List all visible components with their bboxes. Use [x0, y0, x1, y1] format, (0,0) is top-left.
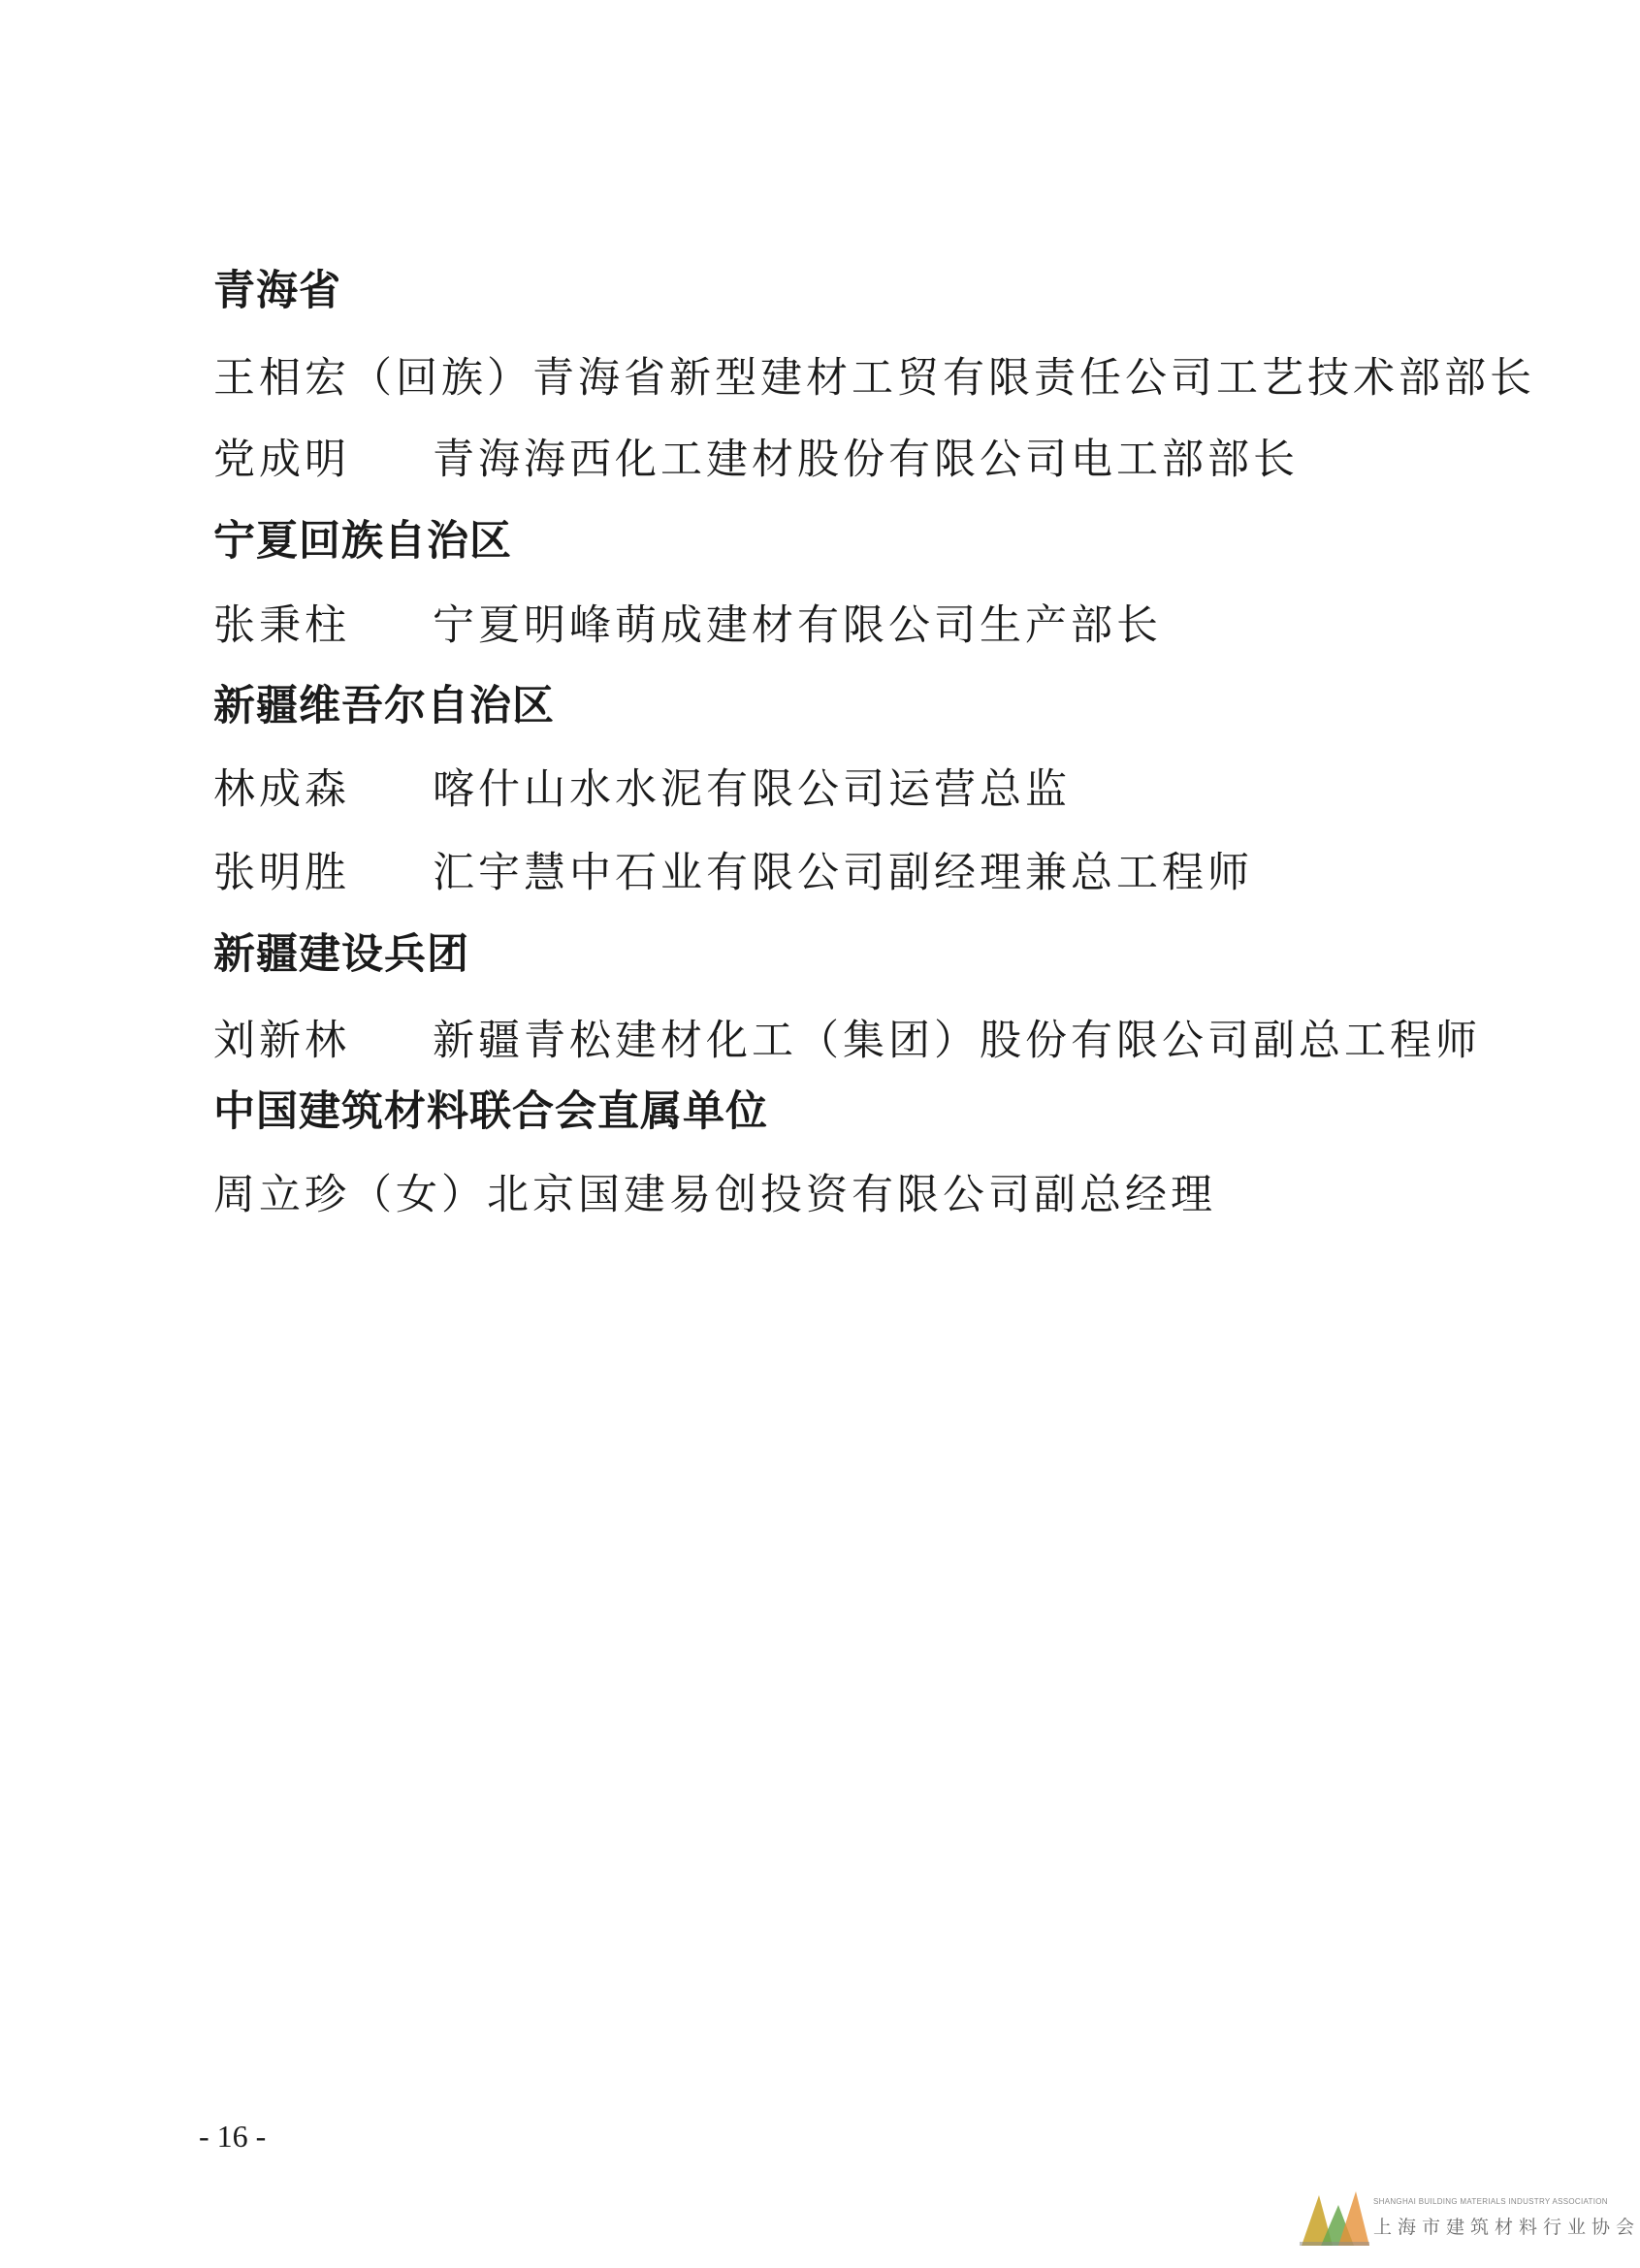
person-position: 青海省新型建材工贸有限责任公司工艺技术部部长	[532, 354, 1535, 403]
person-name: 王相宏（回族）	[213, 354, 532, 403]
entry-row	[213, 846, 1253, 900]
entry-row	[213, 1168, 1216, 1222]
section-heading-qinghai: 青海省	[213, 267, 341, 315]
entry-row	[213, 1014, 1481, 1068]
association-watermark	[1300, 2187, 1640, 2255]
person-position: 宁夏明峰萌成建材有限公司生产部长	[433, 601, 1162, 650]
section-heading-xinjiang: 新疆维吾尔自治区	[213, 682, 555, 730]
section-heading-xinjiang-corps: 新疆建设兵团	[213, 930, 469, 979]
entry-row	[213, 762, 1071, 817]
section-heading-ningxia: 宁夏回族自治区	[213, 517, 512, 566]
section-heading-cbmf-direct: 中国建筑材料联合会直属单位	[213, 1087, 768, 1136]
person-position: 喀什山水水泥有限公司运营总监	[433, 765, 1071, 814]
entry-row	[213, 433, 1299, 487]
entry-row	[213, 599, 1162, 653]
person-name: 林成森	[213, 765, 350, 814]
person-name: 党成明	[213, 436, 350, 484]
person-position: 新疆青松建材化工（集团）股份有限公司副总工程师	[433, 1017, 1481, 1065]
building-materials-logo-icon	[1300, 2187, 1369, 2248]
entry-row	[213, 351, 1535, 405]
person-position: 汇宇慧中石业有限公司副经理兼总工程师	[433, 849, 1253, 897]
watermark-chinese: 上海市建筑材料行业协会	[1373, 2217, 1640, 2238]
person-name: 张明胜	[213, 849, 350, 897]
person-position: 北京国建易创投资有限公司副总经理	[487, 1171, 1216, 1219]
person-position: 青海海西化工建材股份有限公司电工部部长	[433, 436, 1299, 484]
person-name: 张秉柱	[213, 601, 350, 650]
person-name: 周立珍（女）	[213, 1171, 487, 1219]
page-number: - 16 -	[199, 2119, 267, 2154]
person-name: 刘新林	[213, 1017, 350, 1065]
watermark-english: SHANGHAI BUILDING MATERIALS INDUSTRY ASSOCIATION	[1373, 2197, 1608, 2206]
